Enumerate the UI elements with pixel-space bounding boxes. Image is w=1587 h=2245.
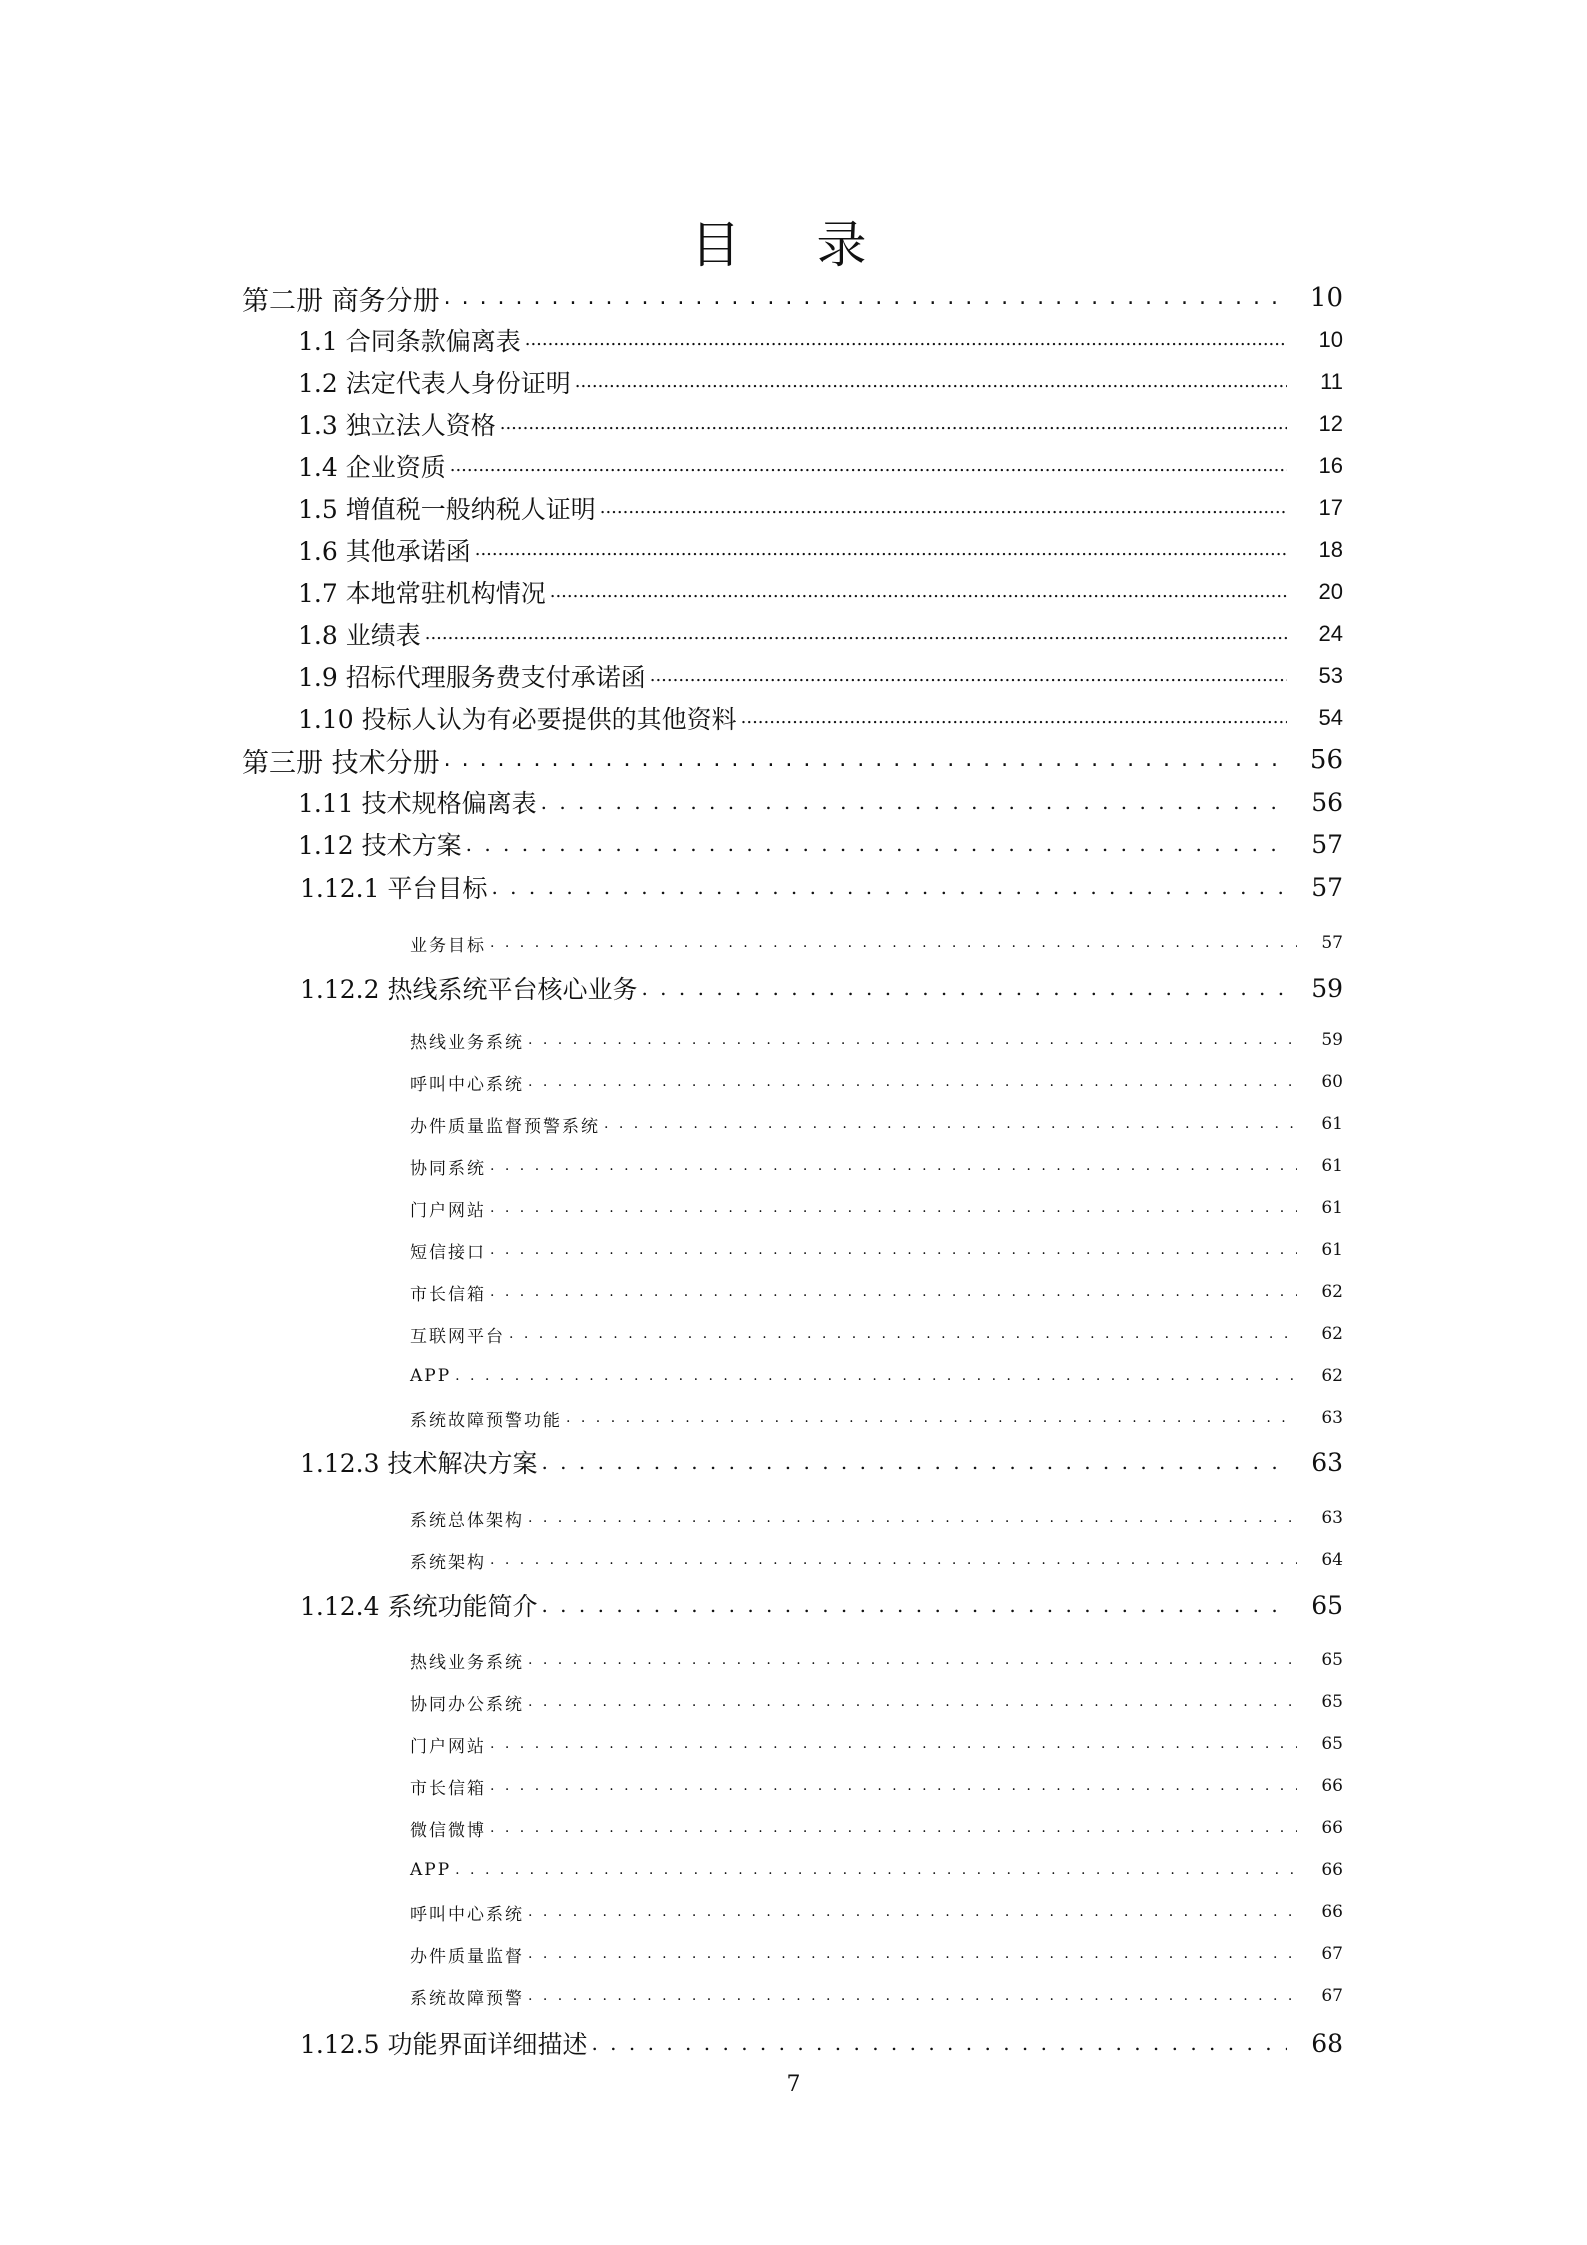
toc-entry-item[interactable] (0, 1540, 1587, 1580)
dot-leader (490, 1243, 1297, 1257)
toc-entry-page: 61 (1321, 1198, 1343, 1218)
toc-entry-label: 1.1 合同条款偏离表 (298, 327, 521, 356)
toc-entry-label: 热线业务系统 (410, 1652, 524, 1673)
toc-entry[interactable] (0, 614, 1587, 654)
dot-leader (566, 1411, 1297, 1425)
dot-leader (641, 978, 1287, 998)
toc-entry-label: 1.3 独立法人资格 (298, 411, 496, 440)
dot-leader (528, 1989, 1297, 2003)
dot-leader (490, 1285, 1297, 1299)
toc-entry-item[interactable] (0, 1892, 1587, 1932)
toc-entry-page: 16 (1318, 453, 1343, 478)
toc-entry-item[interactable] (0, 1104, 1587, 1144)
toc-entry-label: 协同办公系统 (410, 1694, 524, 1715)
toc-entry-label: 市长信箱 (410, 1284, 486, 1305)
toc-entry-label: 1.12.3 技术解决方案 (300, 1449, 538, 1478)
dot-leader (604, 1117, 1297, 1131)
toc-entry-page: 64 (1321, 1550, 1343, 1570)
dot-leader (528, 1905, 1297, 1919)
toc-entry-label: 业务目标 (410, 935, 486, 956)
dot-leader (490, 1779, 1297, 1793)
dot-leader (490, 1737, 1297, 1751)
toc-entry-label: 1.12.4 系统功能简介 (300, 1592, 538, 1621)
toc-entry-subsection[interactable] (0, 1442, 1587, 1482)
toc-entry-page: 17 (1318, 495, 1343, 520)
toc-entry-label: 呼叫中心系统 (410, 1904, 524, 1925)
dot-leader (491, 877, 1287, 897)
toc-entry-page: 57 (1311, 829, 1343, 859)
toc-entry-page: 66 (1321, 1860, 1343, 1880)
toc-entry-label: 1.6 其他承诺函 (298, 537, 471, 566)
toc-entry-page: 68 (1311, 2028, 1343, 2058)
toc-entry-label: 门户网站 (410, 1736, 486, 1757)
toc-entry-label: 系统架构 (410, 1552, 486, 1573)
dot-leader (541, 792, 1287, 812)
toc-entry[interactable] (0, 572, 1587, 612)
toc-entry-item[interactable] (0, 1230, 1587, 1270)
toc-entry-item[interactable] (0, 1976, 1587, 2016)
dot-leader (528, 1653, 1297, 1667)
toc-entry-label: 1.12 技术方案 (298, 831, 462, 860)
toc-entry-label: 1.12.5 功能界面详细描述 (300, 2030, 588, 2059)
toc-entry-page: 59 (1311, 973, 1343, 1003)
toc-entry[interactable] (0, 656, 1587, 696)
toc-entry-page: 20 (1318, 579, 1343, 604)
toc-entry-page: 63 (1311, 1447, 1343, 1477)
toc-entry-page: 67 (1321, 1944, 1343, 1964)
dot-leader (600, 499, 1287, 517)
toc-entry-page: 62 (1321, 1324, 1343, 1344)
toc-entry-page: 10 (1309, 283, 1343, 313)
toc-entry-page: 61 (1321, 1240, 1343, 1260)
toc-entry-item[interactable] (0, 1356, 1587, 1396)
dot-leader (490, 936, 1297, 950)
dot-leader (455, 1369, 1297, 1383)
toc-entry-page: 63 (1321, 1508, 1343, 1528)
toc-entry[interactable] (0, 530, 1587, 570)
toc-entry[interactable] (0, 320, 1587, 360)
toc-entry-page: 10 (1318, 327, 1343, 352)
toc-entry-item[interactable] (0, 923, 1587, 963)
toc-entry-label: 协同系统 (410, 1158, 486, 1179)
toc-entry-page: 67 (1321, 1986, 1343, 2006)
toc-entry-page: 61 (1321, 1114, 1343, 1134)
toc-entry-label: 1.10 投标人认为有必要提供的其他资料 (298, 705, 737, 734)
toc-entry-label: 第二册 商务分册 (242, 285, 440, 317)
toc-entry-page: 65 (1321, 1650, 1343, 1670)
toc-entry-page: 65 (1321, 1734, 1343, 1754)
toc-entry-label: 1.5 增值税一般纳税人证明 (298, 495, 596, 524)
page-number: 7 (786, 2072, 801, 2097)
toc-entry-label: 1.7 本地常驻机构情况 (298, 579, 546, 608)
dot-leader (550, 583, 1287, 601)
toc-entry-label: 1.8 业绩表 (298, 621, 421, 650)
toc-entry-label: 呼叫中心系统 (410, 1074, 524, 1095)
toc-entry-page: 65 (1321, 1692, 1343, 1712)
toc-title: 目 录 (690, 216, 897, 274)
dot-leader (741, 709, 1287, 727)
toc-entry-page: 62 (1321, 1366, 1343, 1386)
toc-entry-label: 市长信箱 (410, 1778, 486, 1799)
toc-entry-page: 18 (1318, 537, 1343, 562)
toc-entry-item[interactable] (0, 1766, 1587, 1806)
toc-entry[interactable] (0, 698, 1587, 738)
toc-entry-page: 66 (1321, 1818, 1343, 1838)
toc-entry-page: 54 (1318, 705, 1343, 730)
toc-entry-page: 66 (1321, 1902, 1343, 1922)
dot-leader (455, 1863, 1297, 1877)
toc-entry-label: 1.11 技术规格偏离表 (298, 789, 537, 818)
toc-entry-page: 11 (1320, 369, 1343, 394)
dot-leader (591, 2033, 1287, 2053)
toc-entry-label: 系统故障预警 (410, 1988, 524, 2009)
toc-entry-page: 65 (1311, 1590, 1343, 1620)
toc-entry[interactable] (0, 404, 1587, 444)
toc-entry-page: 24 (1318, 621, 1343, 646)
toc-entry[interactable] (0, 362, 1587, 402)
toc-entry-item[interactable] (0, 1188, 1587, 1228)
toc-entry-page: 60 (1321, 1072, 1343, 1092)
toc-entry-page: 62 (1321, 1282, 1343, 1302)
toc-entry-page: 57 (1321, 933, 1343, 953)
toc-entry-volume[interactable] (0, 740, 1587, 780)
toc-entry-label: 热线业务系统 (410, 1032, 524, 1053)
toc-entry-page: 63 (1321, 1408, 1343, 1428)
dot-leader (444, 749, 1277, 771)
toc-entry-label: 办件质量监督 (410, 1946, 524, 1967)
toc-entry-label: APP (410, 1860, 452, 1880)
toc-entry-item[interactable] (0, 1062, 1587, 1102)
toc-entry-item[interactable] (0, 1850, 1587, 1890)
dot-leader (525, 331, 1287, 349)
dot-leader (528, 1695, 1297, 1709)
toc-entry-item[interactable] (0, 1398, 1587, 1438)
toc-entry-subsection[interactable] (0, 1585, 1587, 1625)
toc-entry-item[interactable] (0, 1724, 1587, 1764)
toc-entry[interactable] (0, 446, 1587, 486)
toc-entry-label: 办件质量监督预警系统 (410, 1116, 600, 1137)
dot-leader (575, 373, 1287, 391)
toc-entry-page: 66 (1321, 1776, 1343, 1796)
toc-entry-page: 56 (1311, 787, 1343, 817)
toc-entry-item[interactable] (0, 1640, 1587, 1680)
toc-entry-label: 第三册 技术分册 (242, 747, 440, 779)
toc-entry-item[interactable] (0, 1934, 1587, 1974)
dot-leader (528, 1033, 1297, 1047)
toc-entry-subsection[interactable] (0, 968, 1587, 1008)
toc-entry-subsection[interactable] (0, 867, 1587, 907)
toc-entry-label: 系统故障预警功能 (410, 1410, 562, 1431)
toc-entry-item[interactable] (0, 1314, 1587, 1354)
toc-entry-label: 1.4 企业资质 (298, 453, 446, 482)
dot-leader (490, 1553, 1297, 1567)
dot-leader (425, 625, 1287, 643)
toc-entry-item[interactable] (0, 1498, 1587, 1538)
toc-entry-page: 53 (1318, 663, 1343, 688)
dot-leader (490, 1159, 1297, 1173)
dot-leader (444, 287, 1277, 309)
toc-entry-label: 系统总体架构 (410, 1510, 524, 1531)
dot-leader (450, 457, 1287, 475)
toc-entry-subsection[interactable] (0, 2023, 1587, 2063)
toc-entry-label: 1.12.1 平台目标 (300, 874, 488, 903)
toc-entry-page: 12 (1318, 411, 1343, 436)
toc-entry-page: 56 (1309, 745, 1343, 775)
toc-entry-label: 1.9 招标代理服务费支付承诺函 (298, 663, 646, 692)
toc-entry-label: 微信微博 (410, 1820, 486, 1841)
dot-leader (475, 541, 1287, 559)
toc-entry-volume[interactable] (0, 278, 1587, 318)
dot-leader (466, 834, 1287, 854)
toc-entry-page: 61 (1321, 1156, 1343, 1176)
dot-leader (528, 1075, 1297, 1089)
toc-entry-page: 57 (1311, 872, 1343, 902)
dot-leader (490, 1201, 1297, 1215)
toc-entry-label: 1.2 法定代表人身份证明 (298, 369, 571, 398)
toc-entry-item[interactable] (0, 1682, 1587, 1722)
toc-entry-label: APP (410, 1366, 452, 1386)
toc-entry[interactable] (0, 782, 1587, 822)
toc-entry-item[interactable] (0, 1020, 1587, 1060)
dot-leader (490, 1821, 1297, 1835)
toc-entry-page: 59 (1321, 1030, 1343, 1050)
dot-leader (528, 1947, 1297, 1961)
toc-entry-label: 互联网平台 (410, 1326, 505, 1347)
toc-entry-label: 门户网站 (410, 1200, 486, 1221)
toc-entry-item[interactable] (0, 1146, 1587, 1186)
dot-leader (509, 1327, 1297, 1341)
toc-entry-item[interactable] (0, 1272, 1587, 1312)
dot-leader (528, 1511, 1297, 1525)
toc-entry[interactable] (0, 824, 1587, 864)
toc-entry[interactable] (0, 488, 1587, 528)
dot-leader (541, 1595, 1287, 1615)
toc-entry-item[interactable] (0, 1808, 1587, 1848)
toc-entry-label: 短信接口 (410, 1242, 486, 1263)
dot-leader (650, 667, 1287, 685)
dot-leader (500, 415, 1287, 433)
toc-entry-label: 1.12.2 热线系统平台核心业务 (300, 975, 638, 1004)
dot-leader (541, 1452, 1287, 1472)
